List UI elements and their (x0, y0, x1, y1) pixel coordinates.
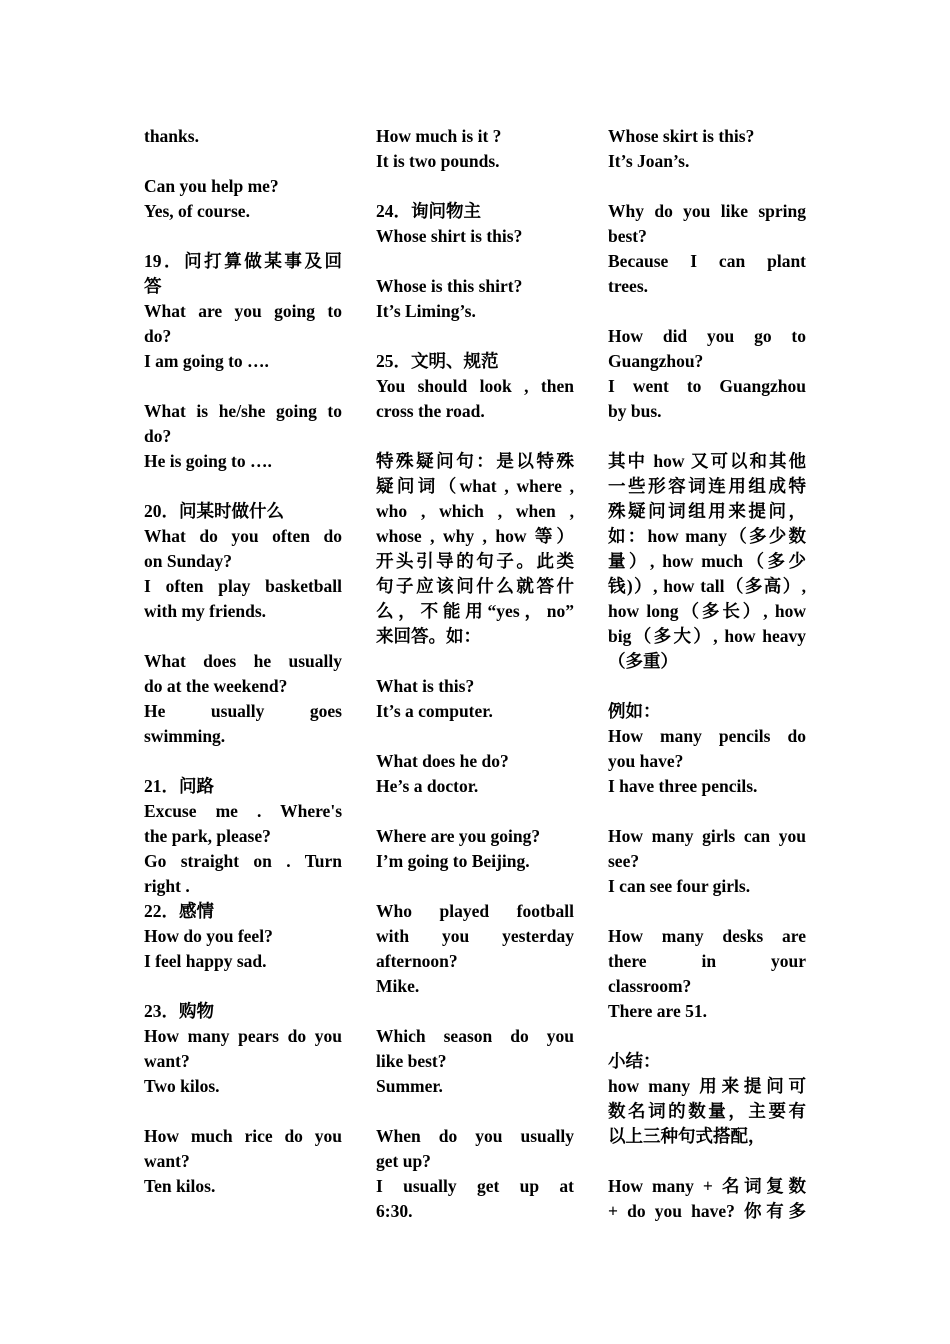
text-line: Why do you like spring (608, 201, 806, 221)
text-line: classroom? (608, 976, 692, 996)
text-line: like best? (376, 1051, 447, 1071)
text-line: I often play basketball (144, 576, 342, 596)
text-line: How much is it ? (376, 126, 502, 146)
text-line: When do you usually (376, 1126, 574, 1146)
text-line: （多重） (608, 651, 678, 671)
text-line: thanks. (144, 126, 199, 146)
text-line: there in your (608, 951, 806, 971)
blank-line (144, 474, 342, 499)
text-line: 21．问路 (144, 776, 214, 796)
text-line: Who played football (376, 901, 574, 921)
text-line: how many 用来提问可 (608, 1076, 806, 1096)
text-line: Two kilos. (144, 1076, 220, 1096)
text-line: What do you often do (144, 526, 342, 546)
text-line: trees. (608, 276, 648, 296)
blank-line (608, 674, 806, 699)
text-line: 如：how many（多少数 (608, 526, 806, 546)
text-line: 殊疑问词组用来提问， (608, 501, 806, 521)
text-line: How many desks are (608, 926, 806, 946)
blank-line (376, 174, 574, 199)
text-line: do at the weekend? (144, 676, 288, 696)
text-line: Whose shirt is this? (376, 226, 523, 246)
blank-line (144, 224, 342, 249)
text-line: He is going to …. (144, 451, 272, 471)
text-line: you have? (608, 751, 684, 771)
text-line: Mike. (376, 976, 420, 996)
blank-line (376, 424, 574, 449)
blank-line (376, 724, 574, 749)
text-line: What are you going to (144, 301, 342, 321)
text-line: How many girls can you (608, 826, 806, 846)
text-line: 23．购物 (144, 1001, 214, 1021)
text-line: It’s Joan’s. (608, 151, 690, 171)
text-line: 24．询问物主 (376, 201, 481, 221)
text-line: 22．感情 (144, 901, 214, 921)
text-line: Yes, of course. (144, 201, 250, 221)
text-line: 例如： (608, 701, 661, 721)
blank-line (144, 149, 342, 174)
blank-line (144, 749, 342, 774)
text-line: Can you help me? (144, 176, 279, 196)
text-line: do? (144, 326, 172, 346)
text-line: big（多大）, how heavy (608, 626, 806, 646)
text-line: 数名词的数量，主要有 (608, 1101, 806, 1121)
blank-line (144, 1099, 342, 1124)
text-line: 20．问某时做什么 (144, 501, 284, 521)
text-line: I have three pencils. (608, 776, 758, 796)
text-line: cross the road. (376, 401, 485, 421)
blank-line (608, 299, 806, 324)
text-line: 小结： (608, 1051, 661, 1071)
text-line: how long（多长）, how (608, 601, 806, 621)
text-line: with my friends. (144, 601, 267, 621)
blank-line (376, 324, 574, 349)
blank-line (376, 799, 574, 824)
text-line: How many + 名词复数 (608, 1176, 806, 1196)
text-line: whose , why , how 等） (376, 526, 574, 546)
text-line: You should look , then (376, 376, 574, 396)
text-line: 25．文明、规范 (376, 351, 499, 371)
text-line: right . (144, 876, 190, 896)
text-line: the park, please? (144, 826, 271, 846)
text-line: He usually goes (144, 701, 342, 721)
blank-line (608, 174, 806, 199)
text-line: Guangzhou? (608, 351, 704, 371)
text-column-middle (376, 124, 574, 1224)
text-column-right (608, 124, 806, 1224)
text-line: 一些形容词连用组成特 (608, 476, 806, 496)
text-line: 特殊疑问句：是以特殊 (376, 451, 574, 471)
text-line: How do you feel? (144, 926, 273, 946)
blank-line (144, 624, 342, 649)
text-line: want? (144, 1051, 190, 1071)
text-line: 6:30. (376, 1201, 413, 1221)
text-line: afternoon? (376, 951, 458, 971)
text-line: Summer. (376, 1076, 443, 1096)
text-line: by bus. (608, 401, 662, 421)
text-line: Because I can plant (608, 251, 806, 271)
text-line: Ten kilos. (144, 1176, 216, 1196)
text-line: who , which , when , (376, 501, 574, 521)
text-line: swimming. (144, 726, 226, 746)
text-line: I feel happy sad. (144, 951, 267, 971)
text-line: What does he usually (144, 651, 342, 671)
text-line: What is this? (376, 676, 475, 696)
text-line: 以上三种句式搭配， (608, 1126, 766, 1146)
blank-line (144, 974, 342, 999)
blank-line (608, 424, 806, 449)
blank-line (608, 799, 806, 824)
text-line: want? (144, 1151, 190, 1171)
blank-line (376, 249, 574, 274)
text-line: I usually get up at (376, 1176, 574, 1196)
text-line: It’s Liming’s. (376, 301, 476, 321)
text-line: Whose is this shirt? (376, 276, 523, 296)
text-line: 疑问词（what , where , (376, 476, 574, 496)
text-line: 么，不能用“yes，no” (376, 601, 574, 621)
text-line: best? (608, 226, 647, 246)
blank-line (376, 1099, 574, 1124)
text-line: How did you go to (608, 326, 806, 346)
text-line: 19．问打算做某事及回 (144, 251, 342, 271)
text-line: He’s a doctor. (376, 776, 479, 796)
text-line: What does he do? (376, 751, 509, 771)
blank-line (608, 1149, 806, 1174)
text-line: What is he/she going to (144, 401, 342, 421)
text-line: on Sunday? (144, 551, 233, 571)
text-line: Whose skirt is this? (608, 126, 755, 146)
text-line: 开头引导的句子。此类 (376, 551, 574, 571)
text-line: 答 (144, 276, 162, 296)
text-line: How many pears do you (144, 1026, 342, 1046)
text-line: get up? (376, 1151, 431, 1171)
blank-line (376, 649, 574, 674)
text-line: Excuse me . Where's (144, 801, 342, 821)
text-line: 钱)）, how tall（多高）, (608, 576, 806, 596)
text-line: How much rice do you (144, 1126, 342, 1146)
text-line: 来回答。如： (376, 626, 481, 646)
text-line: 量）, how much（多少 (608, 551, 806, 571)
text-line: 句子应该问什么就答什 (376, 576, 574, 596)
text-line: I’m going to Beijing. (376, 851, 530, 871)
blank-line (376, 999, 574, 1024)
blank-line (608, 899, 806, 924)
text-line: There are 51. (608, 1001, 707, 1021)
text-line: with you yesterday (376, 926, 574, 946)
text-line: Which season do you (376, 1026, 574, 1046)
text-line: Where are you going? (376, 826, 541, 846)
text-line: I am going to …. (144, 351, 269, 371)
blank-line (608, 1024, 806, 1049)
blank-line (144, 374, 342, 399)
text-column-left (144, 124, 342, 1199)
text-line: It is two pounds. (376, 151, 500, 171)
text-line: Go straight on . Turn (144, 851, 342, 871)
text-line: I can see four girls. (608, 876, 751, 896)
text-line: How many pencils do (608, 726, 806, 746)
text-line: 其中 how 又可以和其他 (608, 451, 806, 471)
text-line: see? (608, 851, 640, 871)
text-line: do? (144, 426, 172, 446)
text-line: + do you have? 你有多 (608, 1201, 806, 1221)
text-line: I went to Guangzhou (608, 376, 806, 396)
text-line: It’s a computer. (376, 701, 493, 721)
blank-line (376, 874, 574, 899)
